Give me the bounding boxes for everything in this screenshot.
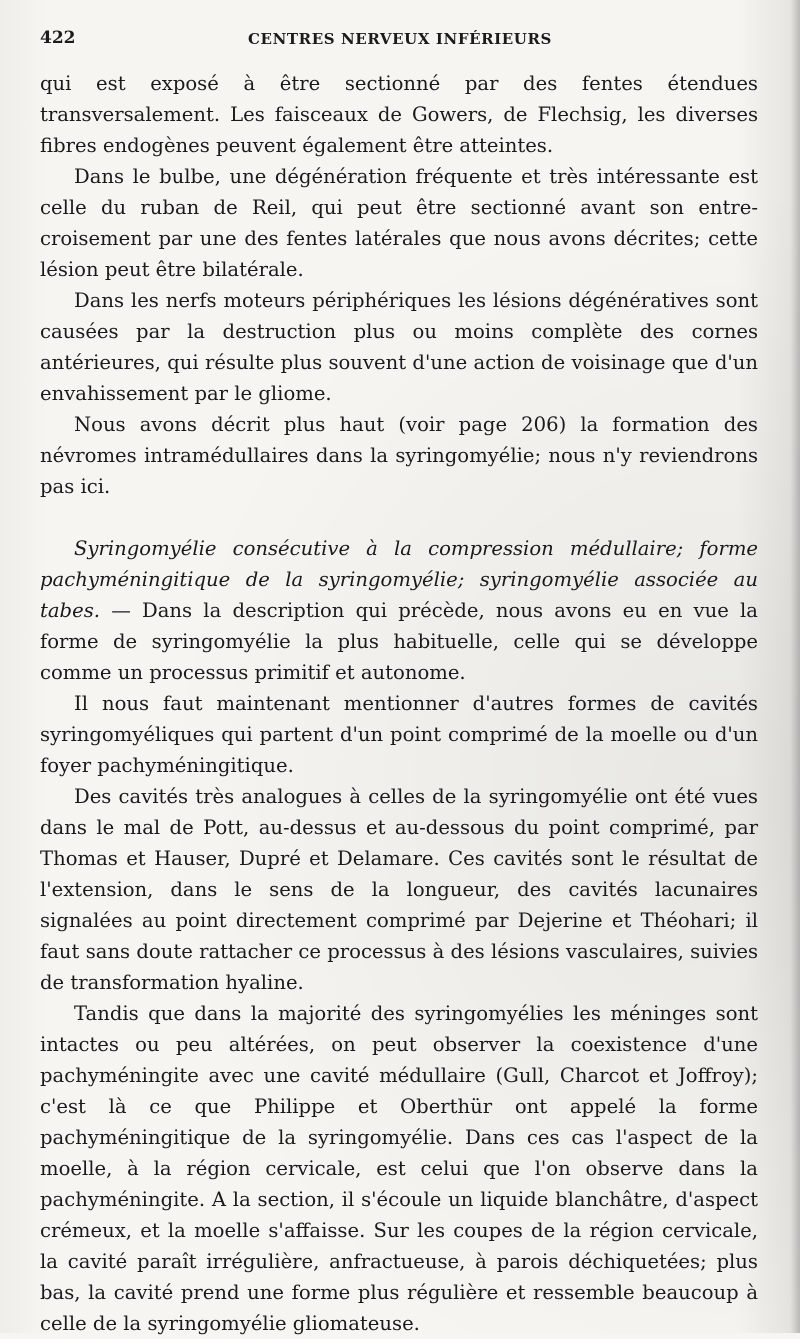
page-edge-shadow — [790, 0, 800, 1333]
paragraph-7: Des cavités très analogues à celles de la syringomyélie ont été vues dans le mal de Pott, au-dessus et au-dessous du point comprimé, par Thomas et Hauser, Dupré et Delamare. Ces cavités sont le résultat de l'extension, dans le sens de la longueur, des cavités lacunaires signalées au point directement comprimé par Dejerine et Théohari; il faut sans doute rattacher ce processus à des lésions vasculaires, suivies de transformation hyaline. — [40, 785, 758, 994]
running-head: CENTRES NERVEUX INFÉRIEURS — [248, 30, 552, 48]
body-text — [40, 68, 758, 1339]
section-title: Syringomyélie consécutive à la compression médullaire; forme pachyméningitique de la syringomyélie; syringomyélie associée au tabes. — [40, 537, 758, 622]
paragraph-8: Tandis que dans la majorité des syringomyélies les méninges sont intactes ou peu altérées, on peut observer la coexistence d'une pachyméningite avec une cavité médullaire (Gull, Charcot et Joffroy); c'est là ce que Philippe et Oberthür ont appelé la forme pachyméningitique de la syringomyélie. Dans ces cas l'aspect de la moelle, à la région cervicale, est celui que l'on observe dans la pachyméningite. A la section, il s'écoule un liquide blanchâtre, d'aspect crémeux, et la moelle s'affaisse. Sur les coupes de la région cervicale, la cavité paraît irrégulière, anfractueuse, à parois déchiquetées; plus bas, la cavité prend une forme plus régulière et ressemble beaucoup à celle de la syringomyélie gliomateuse. — [40, 1002, 758, 1335]
section-text: — Dans la description qui précède, nous avons eu en vue la forme de syringomyélie la plus habituelle, celle qui se développe comme un processus primitif et autonome. — [40, 599, 758, 684]
paragraph-3: Dans les nerfs moteurs périphériques les lésions dégénératives sont causées par la destruction plus ou moins complète des cornes antérieures, qui résulte plus souvent d'une action de voisinage que d'un envahissement par le gliome. — [40, 289, 758, 405]
paragraph-6: Il nous faut maintenant mentionner d'autres formes de cavités syringomyéliques qui partent d'un point comprimé de la moelle ou d'un foyer pachyméningitique. — [40, 692, 758, 777]
page-number: 422 — [40, 28, 76, 48]
page-header — [40, 28, 760, 58]
paragraph-4: Nous avons décrit plus haut (voir page 206) la formation des névromes intramédullaires dans la syringomyélie; nous n'y reviendrons pas ici. — [40, 413, 758, 498]
paragraph-1: qui est exposé à être sectionné par des fentes étendues transversalement. Les faisceaux de Gowers, de Flechsig, les diverses fibres endogènes peuvent également être atteintes. — [40, 72, 758, 157]
section-paragraph — [40, 533, 758, 688]
paragraph-2: Dans le bulbe, une dégénération fréquente et très intéressante est celle du ruban de Reil, qui peut être sectionné avant son entre-croisement par une des fentes latérales que nous avons décrites; cette lésion peut être bilatérale. — [40, 165, 758, 281]
